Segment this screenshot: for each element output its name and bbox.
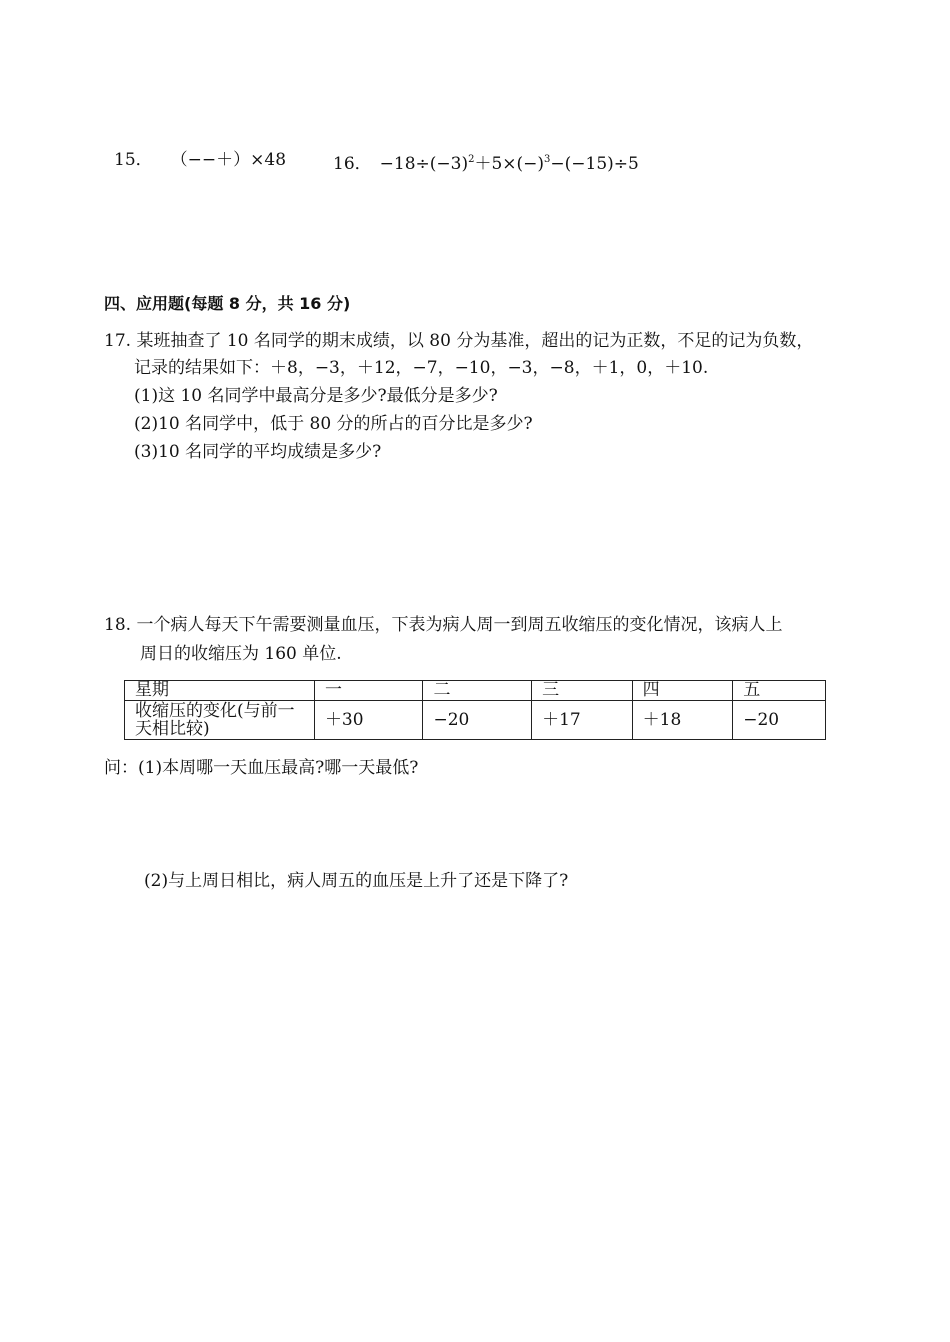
table-header-cell: 三: [532, 681, 633, 701]
table-cell: ＋30: [314, 701, 423, 740]
q17-sub2: (2)10 名同学中，低于 80 分的所占的百分比是多少?: [134, 414, 533, 434]
q17-sub3: (3)10 名同学的平均成绩是多少?: [134, 442, 382, 462]
q16-exponent-2: 3: [544, 154, 551, 165]
table-cell: ＋18: [632, 701, 733, 740]
q15-number: 15．: [114, 150, 153, 170]
table-header-cell: 四: [632, 681, 733, 701]
table-header-cell: 一: [314, 681, 423, 701]
q15-expression: [114, 148, 286, 172]
q16-part2: ＋5×(−): [474, 154, 545, 174]
q15-open-paren: （: [170, 150, 188, 170]
q16-exponent-1: 2: [468, 154, 475, 165]
q15-operators: −−＋: [187, 150, 234, 170]
table-row: [125, 701, 826, 740]
q16-part1: −18÷(−3): [379, 154, 469, 174]
q18-line1: 18. 一个病人每天下午需要测量血压，下表为病人周一到周五收缩压的变化情况，该病人上: [104, 615, 783, 635]
table-cell: −20: [733, 701, 826, 740]
table-row-label: 收缩压的变化(与前一天相比较): [125, 701, 315, 740]
q17-line1: 17. 某班抽查了 10 名同学的期末成绩，以 80 分为基准，超出的记为正数，不足的记为负数，: [104, 331, 814, 351]
table-header-cell: 五: [733, 681, 826, 701]
q16-number: 16．: [333, 154, 372, 174]
table-header-cell: 二: [423, 681, 532, 701]
q17-line2: 记录的结果如下：＋8，−3，＋12，−7，−10，−3，−8，＋1，0，＋10.: [134, 358, 709, 378]
q15-close: ）×48: [233, 150, 287, 170]
q16-part3: −(−15)÷5: [550, 154, 639, 174]
q16-expression: [333, 148, 639, 176]
section-heading: 四、应用题(每题 8 分，共 16 分): [104, 294, 351, 313]
table-header-cell: 星期: [125, 681, 315, 701]
q17-sub1: (1)这 10 名同学中最高分是多少?最低分是多少?: [134, 386, 498, 406]
table-cell: ＋17: [532, 701, 633, 740]
blood-pressure-table: [124, 680, 826, 740]
q18-question-1: 问：(1)本周哪一天血压最高?哪一天最低?: [104, 758, 419, 778]
q18-line2: 周日的收缩压为 160 单位.: [140, 644, 342, 664]
table-cell: −20: [423, 701, 532, 740]
table-header-row: [125, 681, 826, 701]
q18-question-2: (2)与上周日相比，病人周五的血压是上升了还是下降了?: [144, 871, 569, 891]
